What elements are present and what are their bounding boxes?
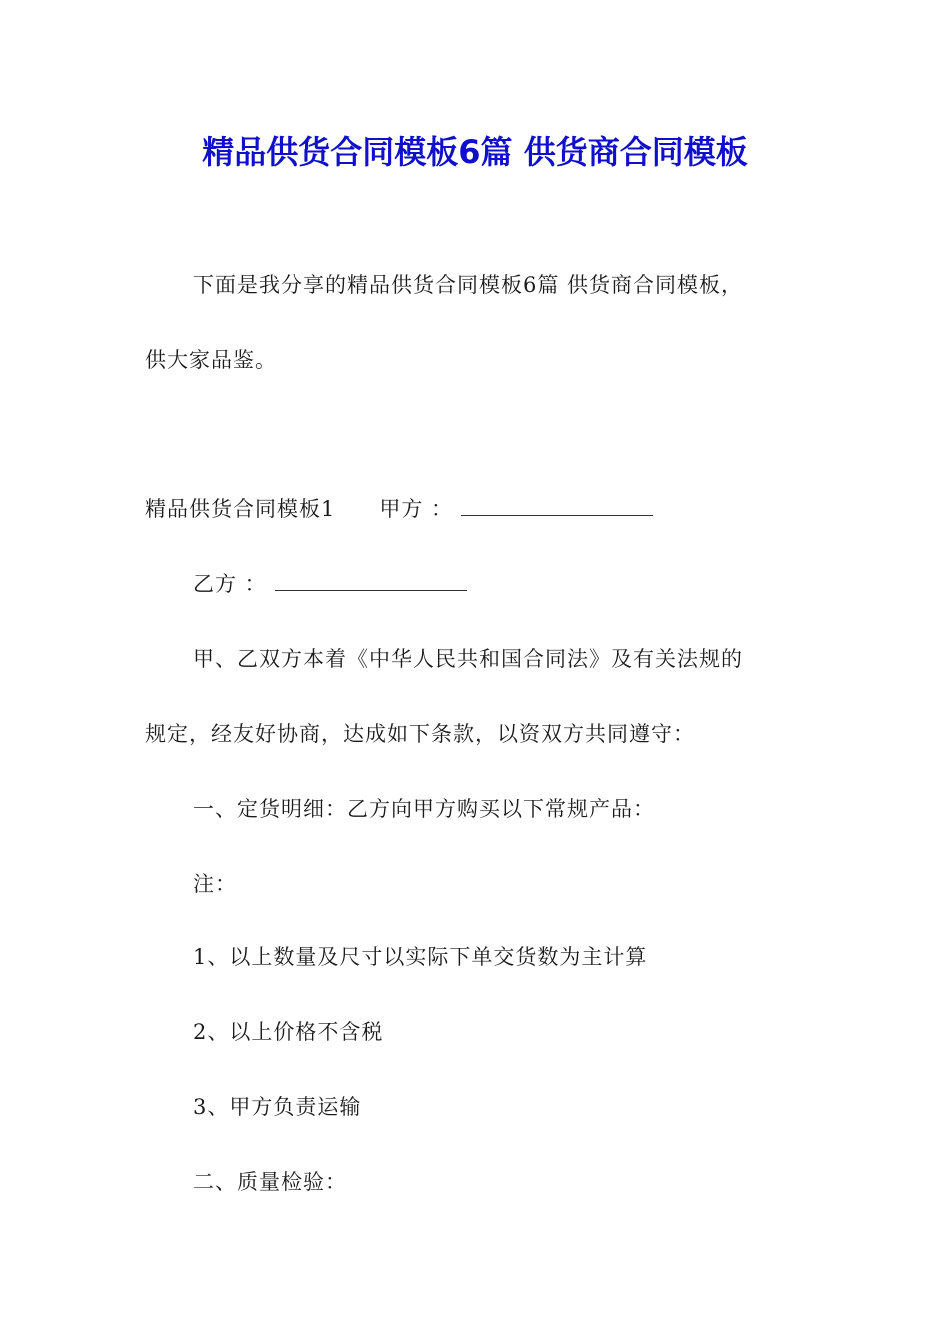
party-b-row — [193, 569, 467, 599]
party-b-blank — [275, 570, 467, 591]
note-1: 1、以上数量及尺寸以实际下单交货数为主计算 — [193, 945, 648, 969]
party-a-blank — [461, 495, 653, 516]
section-heading-row — [145, 494, 653, 524]
section-heading: 精品供货合同模板1 — [145, 497, 336, 521]
party-b-label: 乙方 ： — [193, 572, 267, 596]
paragraph-1-line-2: 规定，经友好协商，达成如下条款，以资双方共同遵守： — [145, 722, 695, 746]
intro-line-1: 下面是我分享的精品供货合同模板6篇 供货商合同模板， — [193, 273, 744, 297]
document-title: 精品供货合同模板6篇 供货商合同模板 — [202, 133, 748, 171]
item-one: 一、定货明细：乙方向甲方购买以下常规产品： — [193, 797, 655, 821]
note-2: 2、以上价格不含税 — [193, 1020, 384, 1044]
note-3: 3、甲方负责运输 — [193, 1095, 362, 1119]
party-a-label: 甲方 ： — [379, 497, 454, 521]
item-two: 二、质量检验： — [193, 1170, 347, 1194]
note-label: 注： — [193, 872, 237, 896]
paragraph-1-line-1: 甲、乙双方本着《中华人民共和国合同法》及有关法规的 — [193, 647, 743, 671]
intro-line-2: 供大家品鉴。 — [145, 348, 277, 372]
